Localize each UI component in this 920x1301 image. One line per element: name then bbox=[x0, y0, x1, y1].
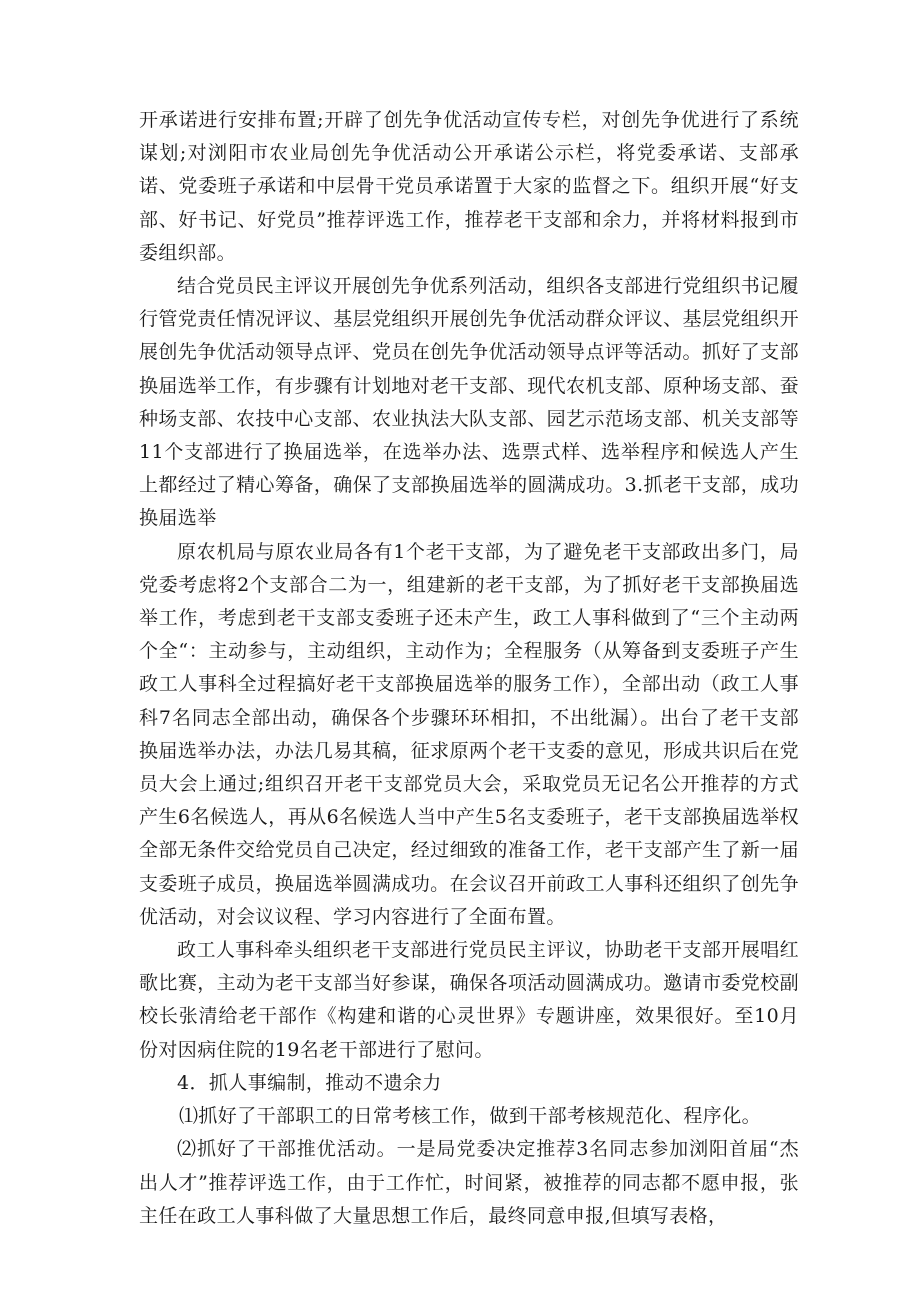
paragraph-1: 开承诺进行安排布置;开辟了创先争优活动宣传专栏，对创先争优进行了系统谋划;对浏阳市农业局创先争优活动公开承诺公示栏，将党委承诺、支部承诺、党委班子承诺和中层骨干党员承诺置于大家的监督之下。组织开展“好支部、好书记、好党员”推荐评选工作，推荐老干支部和余力，并将材料报到市委组织部。 bbox=[139, 109, 799, 264]
section-heading-4: 4．抓人事编制，推动不遗余力 bbox=[177, 1071, 442, 1094]
document-body bbox=[139, 104, 799, 1233]
list-item-1: ⑴抓好了干部职工的日常考核工作，做到干部考核规范化、程序化。 bbox=[179, 1105, 762, 1128]
paragraph-2: 结合党员民主评议开展创先争优系列活动，组织各支部进行党组织书记履行管党责任情况评议、基层党组织开展创先争优活动群众评议、基层党组织开展创先争优活动领导点评、党员在创先争优活动领导点评等活动。抓好了支部换届选举工作，有步骤有计划地对老干支部、现代农机支部、原种场支部、蚕种场支部、农技中心支部、农业执法大队支部、园艺示范场支部、机关支部等11个支部进行了换届选举，在选举办法、选票式样、选举程序和候选人产生上都经过了精心筹备，确保了支部换届选举的圆满成功。3.抓老干支部，成功换届选举 bbox=[139, 275, 799, 530]
paragraph-3: 原农机局与原农业局各有1个老干支部，为了避免老干支部政出多门，局党委考虑将2个支部合二为一，组建新的老干支部，为了抓好老干支部换届选举工作，考虑到老干支部支委班子还未产生，政工人事科做到了“三个主动两个全“：主动参与，主动组织，主动作为；全程服务（从筹备到支委班子产生政工人事科全过程搞好老干支部换届选举的服务工作），全部出动（政工人事科7名同志全部出动，确保各个步骤环环相扣，不出纰漏）。出台了老干支部换届选举办法，办法几易其稿，征求原两个老干支委的意见，形成共识后在党员大会上通过;组织召开老干支部党员大会，采取党员无记名公开推荐的方式产生6名候选人，再从6名候选人当中产生5名支委班子，老干支部换届选举权全部无条件交给党员自己决定，经过细致的准备工作，老干支部产生了新一届支委班子成员，换届选举圆满成功。在会议召开前政工人事科还组织了创先争优活动，对会议议程、学习内容进行了全面布置。 bbox=[139, 540, 799, 928]
list-item-2: ⑵抓好了干部推优活动。一是局党委决定推荐3名同志参加浏阳首届“杰出人才”推荐评选工作，由于工作忙，时间紧，被推荐的同志都不愿申报，张主任在政工人事科做了大量思想工作后，最终同意申报,但填写表格， bbox=[139, 1138, 799, 1227]
paragraph-4: 政工人事科牵头组织老干支部进行党员民主评议，协助老干支部开展唱红歌比赛，主动为老干支部当好参谋，确保各项活动圆满成功。邀请市委党校副校长张清给老干部作《构建和谐的心灵世界》专题讲座，效果很好。至10月份对因病住院的19名老干部进行了慰问。 bbox=[139, 939, 799, 1061]
